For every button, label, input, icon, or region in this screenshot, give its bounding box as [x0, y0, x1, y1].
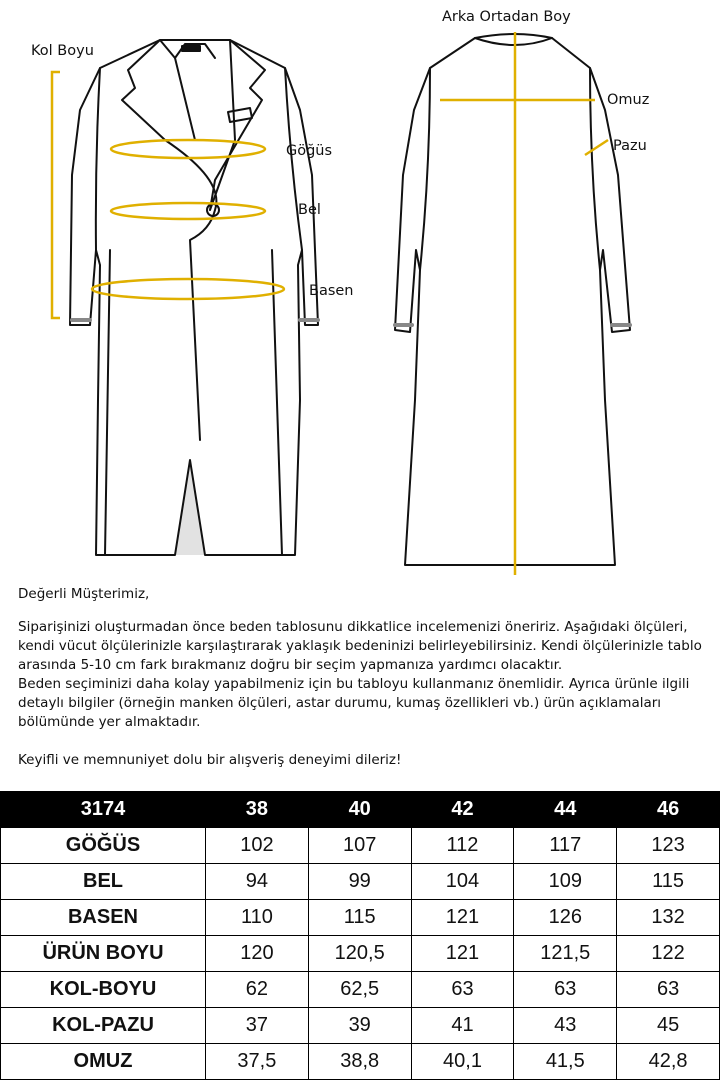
- table-cell: 62: [206, 972, 309, 1008]
- customer-notice: [18, 585, 718, 770]
- row-label: OMUZ: [1, 1044, 206, 1080]
- chest-label: Göğüs: [286, 143, 333, 159]
- table-cell: 110: [206, 900, 309, 936]
- table-cell: 45: [617, 1008, 720, 1044]
- table-cell: 41: [411, 1008, 514, 1044]
- table-row: [1, 900, 720, 936]
- table-cell: 109: [514, 864, 617, 900]
- table-row: [1, 1044, 720, 1080]
- table-cell: 104: [411, 864, 514, 900]
- table-row: [1, 1008, 720, 1044]
- size-header-row: [1, 792, 720, 828]
- table-cell: 42,8: [617, 1044, 720, 1080]
- size-header: 46: [617, 792, 720, 828]
- row-label: KOL-BOYU: [1, 972, 206, 1008]
- table-row: [1, 936, 720, 972]
- shoulder-label: Omuz: [607, 92, 650, 108]
- table-cell: 40,1: [411, 1044, 514, 1080]
- table-cell: 126: [514, 900, 617, 936]
- table-cell: 63: [411, 972, 514, 1008]
- table-cell: 122: [617, 936, 720, 972]
- row-label: GÖĞÜS: [1, 828, 206, 864]
- row-label: KOL-PAZU: [1, 1008, 206, 1044]
- notice-closing: Keyifli ve memnuniyet dolu bir alışveriş deneyimi dileriz!: [18, 752, 402, 768]
- table-cell: 120,5: [308, 936, 411, 972]
- table-cell: 115: [308, 900, 411, 936]
- table-cell: 63: [617, 972, 720, 1008]
- table-cell: 115: [617, 864, 720, 900]
- bicep-label: Pazu: [613, 138, 647, 154]
- table-cell: 41,5: [514, 1044, 617, 1080]
- table-cell: 43: [514, 1008, 617, 1044]
- table-cell: 37,5: [206, 1044, 309, 1080]
- table-row: [1, 864, 720, 900]
- row-label: ÜRÜN BOYU: [1, 936, 206, 972]
- table-cell: 102: [206, 828, 309, 864]
- table-cell: 112: [411, 828, 514, 864]
- table-cell: 94: [206, 864, 309, 900]
- size-header: 38: [206, 792, 309, 828]
- table-cell: 121: [411, 900, 514, 936]
- sleeve-length-label: Kol Boyu: [31, 43, 94, 59]
- back-length-label: Arka Ortadan Boy: [442, 9, 571, 25]
- table-cell: 132: [617, 900, 720, 936]
- hip-label: Basen: [309, 283, 354, 299]
- row-label: BASEN: [1, 900, 206, 936]
- table-cell: 37: [206, 1008, 309, 1044]
- table-cell: 123: [617, 828, 720, 864]
- notice-paragraph-1: Siparişinizi oluşturmadan önce beden tablosunu dikkatlice incelemenizi öneririz. Aşağıdaki ölçüleri, kendi vücut ölçülerinizle karşılaştırarak yaklaşık bedeninizi belirleyebilirsiniz. Kendi ölçülerinizle tablo arasında 5-10 cm fark bırakmanız doğru bir seçim yapmanıza yardımcı olacaktır.: [18, 619, 702, 673]
- notice-greeting: Değerli Müşterimiz,: [18, 586, 150, 602]
- sleeve-length-guide: [52, 72, 60, 318]
- waist-label: Bel: [298, 202, 321, 218]
- table-cell: 117: [514, 828, 617, 864]
- size-header: 40: [308, 792, 411, 828]
- table-cell: 99: [308, 864, 411, 900]
- table-cell: 62,5: [308, 972, 411, 1008]
- table-row: [1, 972, 720, 1008]
- table-cell: 63: [514, 972, 617, 1008]
- size-header: 42: [411, 792, 514, 828]
- table-cell: 107: [308, 828, 411, 864]
- table-row: [1, 828, 720, 864]
- table-cell: 121: [411, 936, 514, 972]
- table-cell: 39: [308, 1008, 411, 1044]
- table-cell: 121,5: [514, 936, 617, 972]
- row-label: BEL: [1, 864, 206, 900]
- notice-paragraph-2: Beden seçiminizi daha kolay yapabilmeniz için bu tabloyu kullanmanız önemlidir. Ayrıca ürünle ilgili detaylı bilgiler (örneğin manken ölçüleri, astar durumu, kumaş özellikleri vb.) ürün açıklamaları bölümünde yer almaktadır.: [18, 676, 690, 730]
- size-chart-table: [0, 791, 720, 1080]
- table-cell: 38,8: [308, 1044, 411, 1080]
- product-code-header: 3174: [1, 792, 206, 828]
- size-header: 44: [514, 792, 617, 828]
- table-cell: 120: [206, 936, 309, 972]
